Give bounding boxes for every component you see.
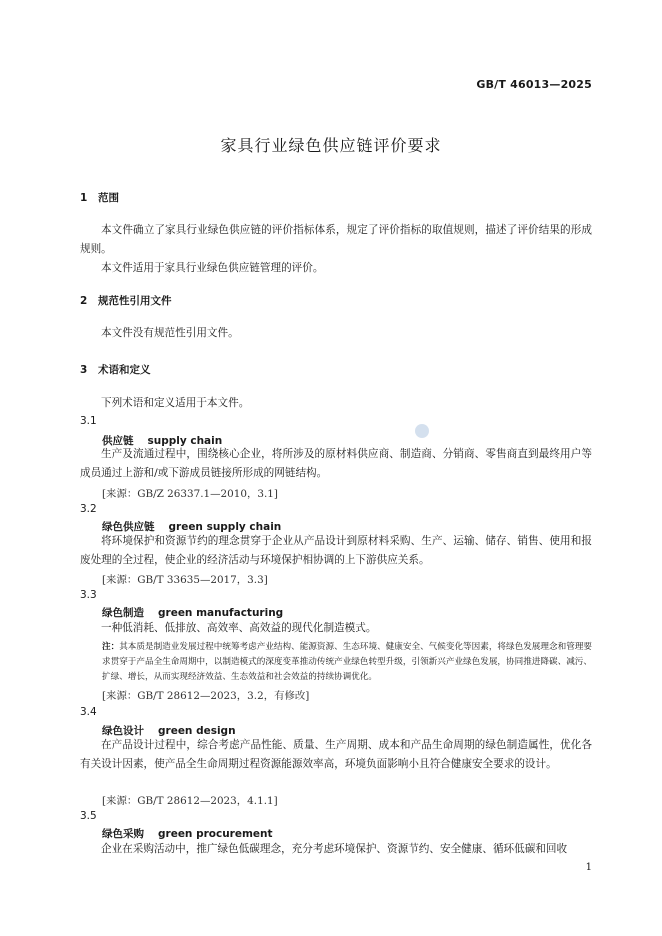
note-label: 注： bbox=[102, 642, 120, 652]
section-number: 3 bbox=[80, 364, 88, 376]
clause-number: 3.2 bbox=[80, 503, 97, 515]
term-source: [来源：GB/Z 26337.1—2010，3.1] bbox=[102, 488, 278, 500]
watermark-logo bbox=[415, 424, 429, 438]
term-definition: 将环境保护和资源节约的理念贯穿于企业从产品设计到原材料采购、生产、运输、储存、销售、使用和报废处理的全过程，使企业的经济活动与环境保护相协调的上下游供应关系。 bbox=[80, 535, 592, 566]
clause-number: 3.5 bbox=[80, 810, 97, 822]
term-zh: 供应链 bbox=[102, 435, 134, 447]
term-heading bbox=[102, 826, 273, 841]
clause-number: 3.3 bbox=[80, 589, 97, 601]
term-source: [来源：GB/T 28612—2023，3.2，有修改] bbox=[102, 690, 310, 702]
paragraph: 本文件没有规范性引用文件。 bbox=[101, 327, 239, 339]
term-heading bbox=[102, 605, 283, 620]
paragraph: 本文件适用于家具行业绿色供应链管理的评价。 bbox=[101, 262, 324, 274]
section-3-heading bbox=[80, 362, 151, 377]
paragraph: 下列术语和定义适用于本文件。 bbox=[101, 397, 250, 409]
section-title: 规范性引用文件 bbox=[98, 295, 172, 307]
term-zh: 绿色采购 bbox=[102, 828, 144, 840]
term-en: green manufacturing bbox=[158, 607, 284, 619]
page-number: 1 bbox=[585, 862, 592, 873]
section-title: 术语和定义 bbox=[98, 364, 151, 376]
term-source: [来源：GB/T 33635—2017，3.3] bbox=[102, 574, 268, 586]
term-en: supply chain bbox=[147, 435, 223, 447]
term-zh: 绿色供应链 bbox=[102, 521, 155, 533]
section-1-heading bbox=[80, 190, 119, 205]
term-definition: 一种低消耗、低排放、高效率、高效益的现代化制造模式。 bbox=[101, 622, 377, 634]
term-en: green design bbox=[158, 725, 236, 737]
section-number: 2 bbox=[80, 295, 88, 307]
term-zh: 绿色制造 bbox=[102, 607, 144, 619]
section-number: 1 bbox=[80, 192, 88, 204]
clause-number: 3.4 bbox=[80, 706, 97, 718]
term-en: green supply chain bbox=[168, 521, 282, 533]
term-definition: 在产品设计过程中，综合考虑产品性能、质量、生产周期、成本和产品生命周期的绿色制造属性，优化各有关设计因素，使产品全生命周期过程资源能源效率高，环境负面影响小且符合健康安全要求的设计。 bbox=[80, 739, 592, 770]
page-title: 家具行业绿色供应链评价要求 bbox=[220, 136, 442, 155]
clause-number: 3.1 bbox=[80, 415, 97, 427]
term-note bbox=[102, 640, 592, 685]
term-en: green procurement bbox=[158, 828, 273, 840]
term-definition: 企业在采购活动中，推广绿色低碳理念，充分考虑环境保护、资源节约、安全健康、循环低碳和回收 bbox=[101, 843, 568, 855]
section-title: 范围 bbox=[98, 192, 119, 204]
standard-code: GB/T 46013—2025 bbox=[476, 78, 592, 91]
term-source: [来源：GB/T 28612—2023，4.1.1] bbox=[102, 795, 278, 807]
term-definition: 生产及流通过程中，围绕核心企业，将所涉及的原材料供应商、制造商、分销商、零售商直到最终用户等成员通过上游和/或下游成员链接所形成的网链结构。 bbox=[80, 448, 592, 479]
paragraph: 本文件确立了家具行业绿色供应链的评价指标体系，规定了评价指标的取值规则，描述了评价结果的形成规则。 bbox=[80, 224, 592, 255]
section-2-heading bbox=[80, 293, 172, 308]
term-zh: 绿色设计 bbox=[102, 725, 144, 737]
note-text: 其本质是制造业发展过程中统筹考虑产业结构、能源资源、生态环境、健康安全、气候变化等因素，将绿色发展理念和管理要求贯穿于产品全生命周期中，以制造模式的深度变革推动传统产业绿色转型升级，引领新兴产业绿色发展，协同推进降碳、减污、扩绿、增长，从而实现经济效益、生态效益和社会效益的持续协调优化。 bbox=[102, 642, 592, 682]
